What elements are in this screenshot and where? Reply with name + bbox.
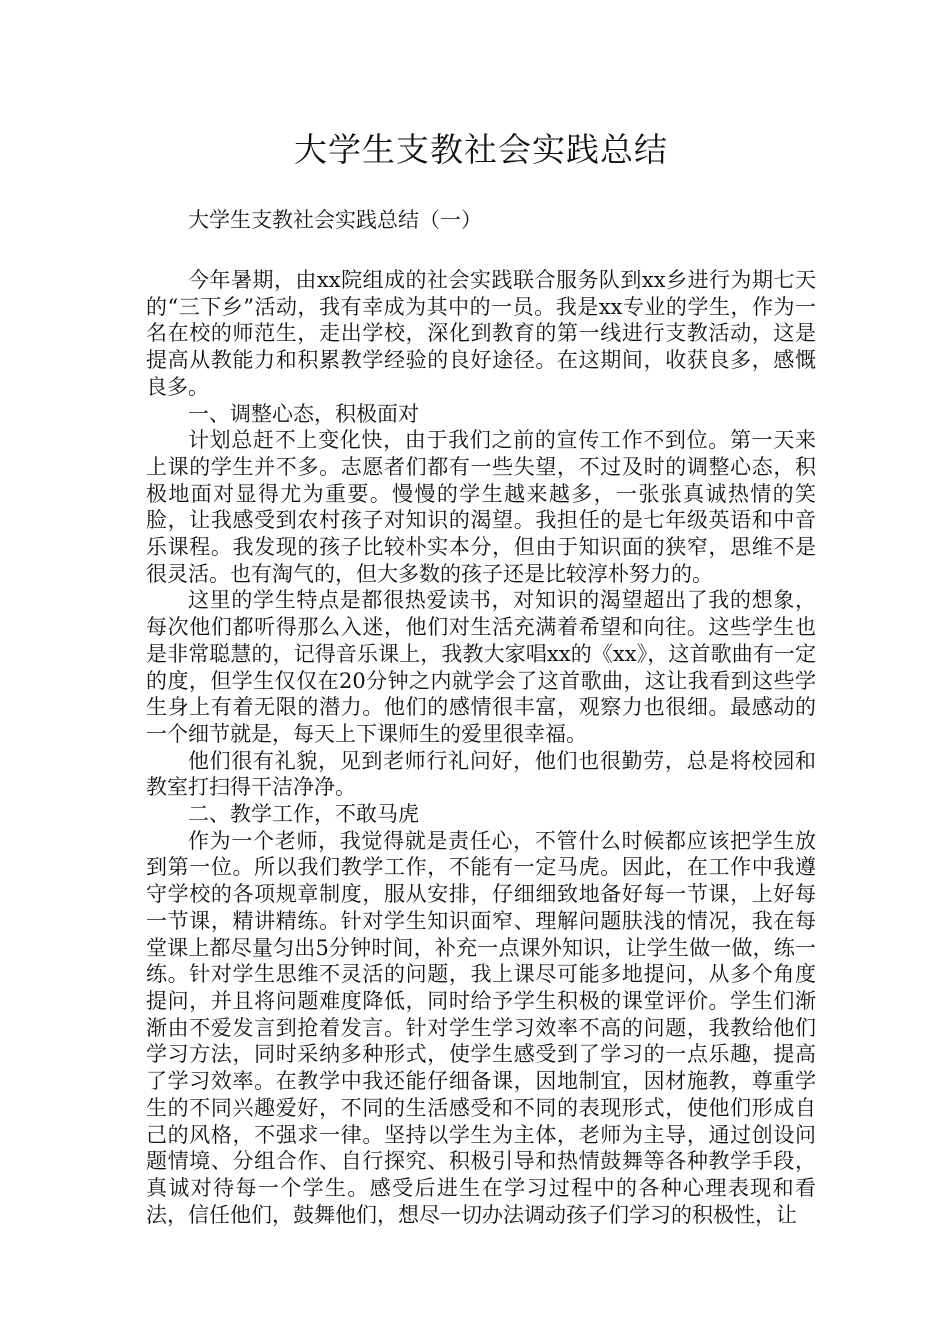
- paragraph-intro: 今年暑期，由xx院组成的社会实践联合服务队到xx乡进行为期七天的“三下乡”活动，我有幸成为其中的一员。我是xx专业的学生，作为一名在校的师范生，走出学校，深化到教育的第一线进行支教活动，这是提高从教能力和积累教学经验的良好途径。在这期间，收获良多，感慨良多。: [146, 268, 816, 399]
- document-subtitle: 大学生支教社会实践总结（一）: [188, 208, 482, 232]
- document-page: [146, 120, 816, 1228]
- paragraph: 他们很有礼貌，见到老师行礼问好，他们也很勤劳，总是将校园和教室打扫得干洁净净。: [146, 748, 816, 800]
- section-heading-2: 二、教学工作，不敢马虎: [188, 802, 419, 827]
- document-title: 大学生支教社会实践总结: [294, 130, 668, 169]
- paragraph: 这里的学生特点是都很热爱读书，对知识的渴望超出了我的想象，每次他们都听得那么入迷，他们对生活充满着希望和向往。这些学生也是非常聪慧的，记得音乐课上，我教大家唱xx的《xx》，这首歌曲有一定的度，但学生仅仅在20分钟之内就学会了这首歌曲，这让我看到这些学生身上有着无限的潜力。他们的感情很丰富，观察力也很细。最感动的一个细节就是，每天上下课师生的爱里很幸福。: [146, 588, 816, 746]
- section-heading-1: 一、调整心态，积极面对: [188, 401, 419, 426]
- paragraph: 作为一个老师，我觉得就是责任心，不管什么时候都应该把学生放到第一位。所以我们教学工作，不能有一定马虎。因此，在工作中我遵守学校的各项规章制度，服从安排，仔细细致地备好每一节课，上好每一节课，精讲精练。针对学生知识面窄、理解问题肤浅的情况，我在每堂课上都尽量匀出5分钟时间，补充一点课外知识，让学生做一做，练一练。针对学生思维不灵活的问题，我上课尽可能多地提问，从多个角度提问，并且将问题难度降低，同时给予学生积极的课堂评价。学生们渐渐由不爱发言到抢着发言。针对学生学习效率不高的问题，我教给他们学习方法，同时采纳多种形式，使学生感受到了学习的一点乐趣，提高了学习效率。在教学中我还能仔细备课，因地制宜，因材施教，尊重学生的不同兴趣爱好，不同的生活感受和不同的表现形式，使他们形成自己的风格，不强求一律。坚持以学生为主体，老师为主导，通过创设问题情境、分组合作、自行探究、积极引导和热情鼓舞等各种教学手段，真诚对待每一个学生。感受后进生在学习过程中的各种心理表现和看法，信任他们，鼓舞他们，想尽一切办法调动孩子们学习的积极性，让: [146, 828, 816, 1227]
- document-body: [146, 267, 816, 1228]
- paragraph: 计划总赶不上变化快，由于我们之前的宣传工作不到位。第一天来上课的学生并不多。志愿者们都有一些失望，不过及时的调整心态，积极地面对显得尤为重要。慢慢的学生越来越多，一张张真诚热情的笑脸，让我感受到农村孩子对知识的渴望。我担任的是七年级英语和中音乐课程。我发现的孩子比较朴实本分，但由于知识面的狭窄，思维不是很灵活。也有淘气的，但大多数的孩子还是比较淳朴努力的。: [146, 428, 816, 586]
